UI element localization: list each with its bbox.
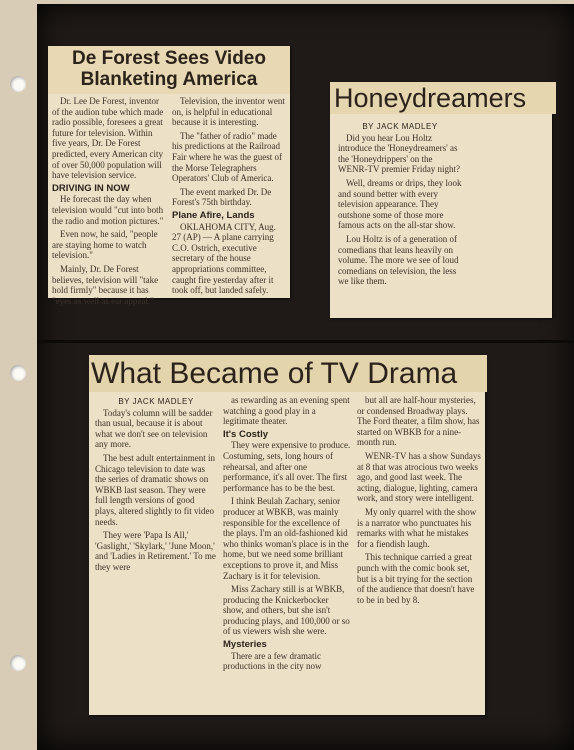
article-column-1 (52, 96, 168, 306)
byline: BY JACK MADLEY (362, 122, 438, 131)
paragraph: but all are half-hour mysteries, or condensed Broadway plays. The Ford theater, a film show, has started on WBKB for a nine-month run. (357, 395, 480, 448)
paragraph: Lou Holtz is of a generation of comedians that leans heavily on volume. The more we see of loud comedians on television, the less we like them. (338, 233, 459, 287)
binder-hole-bottom (10, 655, 26, 671)
article-column-2 (223, 395, 351, 711)
subheading: Plane Afire, Lands (172, 209, 255, 221)
paragraph: Even now, he said, "people are staying home to watch television." (52, 229, 158, 261)
headline: Honeydreamers (330, 82, 556, 114)
byline: BY JACK MADLEY (118, 397, 194, 406)
paragraph: There are a few dramatic productions in the city now (223, 650, 322, 672)
paragraph: I think Beulah Zachary, senior producer at WBKB, was mainly responsible for the excellence of the plays. I'm an old-fashioned kid who thinks woman's place is in the home, but we need some brilliant exceptions to prove it, and Miss Zachary is it for television. (223, 496, 349, 581)
binder-hole-middle (10, 365, 26, 381)
paragraph: as rewarding as an evening spent watching a good play in a legitimate theater. (223, 395, 350, 427)
paragraph: The best adult entertainment in Chicago television to date was the series of dramatic shows on WBKB last season. They were full length versions of good plays, altered slightly to fit video needs. (95, 452, 215, 527)
paragraph: Television, the inventor went on, is helpful in educational because it is interesting. (172, 96, 285, 128)
paragraph: The "father of radio" made his predictions at the Railroad Fair where he was the guest of the Morse Telegraphers Operators' Club of America. (172, 130, 282, 184)
paragraph: He forecast the day when television would "cut into both the radio and motion pictures." (52, 194, 164, 226)
article-column-3 (357, 395, 481, 665)
subheading: DRIVING IN NOW (52, 182, 130, 194)
paragraph: Miss Zachary still is at WBKB, producing the Knickerbocker show, and others, but she isn't producing plays, and 100,000 or so of us viewers wish she were. (223, 584, 350, 637)
clipping-honeydreamers (330, 82, 552, 318)
binder-hole-top (10, 76, 26, 92)
headline: De Forest Sees Video Blanketing America (48, 46, 290, 94)
subheading: It's Costly (223, 428, 269, 440)
clipping-tv-drama (89, 355, 485, 715)
paragraph: They were 'Papa Is All,' 'Gaslight,' 'Skylark,' 'June Moon,' and 'Ladies in Retirement.' To me they were (95, 530, 216, 572)
paragraph: Well, dreams or drips, they look and sound better with every television appearance. They outshone some of those more famous acts on the all-star show. (338, 177, 462, 231)
paragraph: This technique carried a great punch with the comic book set, but is a bit trying for the section of the audience that doesn't have to be in bed by 8. (357, 552, 475, 605)
page-fold-line (37, 340, 574, 343)
paragraph: They were expensive to produce. Costuming, sets, long hours of rehearsal, and after one performance, it's all over. The first performance has to be the best. (223, 440, 351, 493)
paragraph: WENR-TV has a show Sundays at 8 that was atrocious two weeks ago, and good last week. The acting, dialogue, lighting, camera work, and story were intelligent. (357, 450, 481, 504)
paragraph: Today's column will be sadder than usual, because it is about what we don't see on television any more. (95, 407, 213, 450)
paragraph: Did you hear Lou Holtz introduce the 'Honeydreamers' as the 'Honeydrippers' on the WENR-TV premier Friday night? (338, 132, 461, 175)
article-column-1 (95, 397, 217, 597)
headline: What Became of TV Drama (89, 355, 487, 392)
clipping-de-forest (48, 46, 290, 306)
paragraph: Dr. Lee De Forest, inventor of the audion tube which made radio possible, foresees a great future for television. Within five years, Dr. De Forest predicted, every American city of over 50,000 population will have television service. (52, 96, 164, 181)
paragraph: Mainly, Dr. De Forest believes, television will "take hold firmly" because it has "eyes as well as ear appeal." (52, 263, 159, 306)
paragraph: My only quarrel with the show is a narrator who punctuates his remarks with what he mistakes for a fiendish laugh. (357, 506, 477, 549)
article-column (338, 122, 462, 314)
paragraph: The event marked Dr. De Forest's 75th birthday. (172, 186, 272, 208)
paragraph: OKLAHOMA CITY, Aug. 27 (AP) — A plane carrying C.O. Ostrich, executive secretary of the house appropriations committee, caught fire yesterday after it took off, but landed safely. (172, 221, 276, 296)
article-column-2 (172, 96, 286, 294)
subheading: Mysteries (223, 639, 267, 651)
